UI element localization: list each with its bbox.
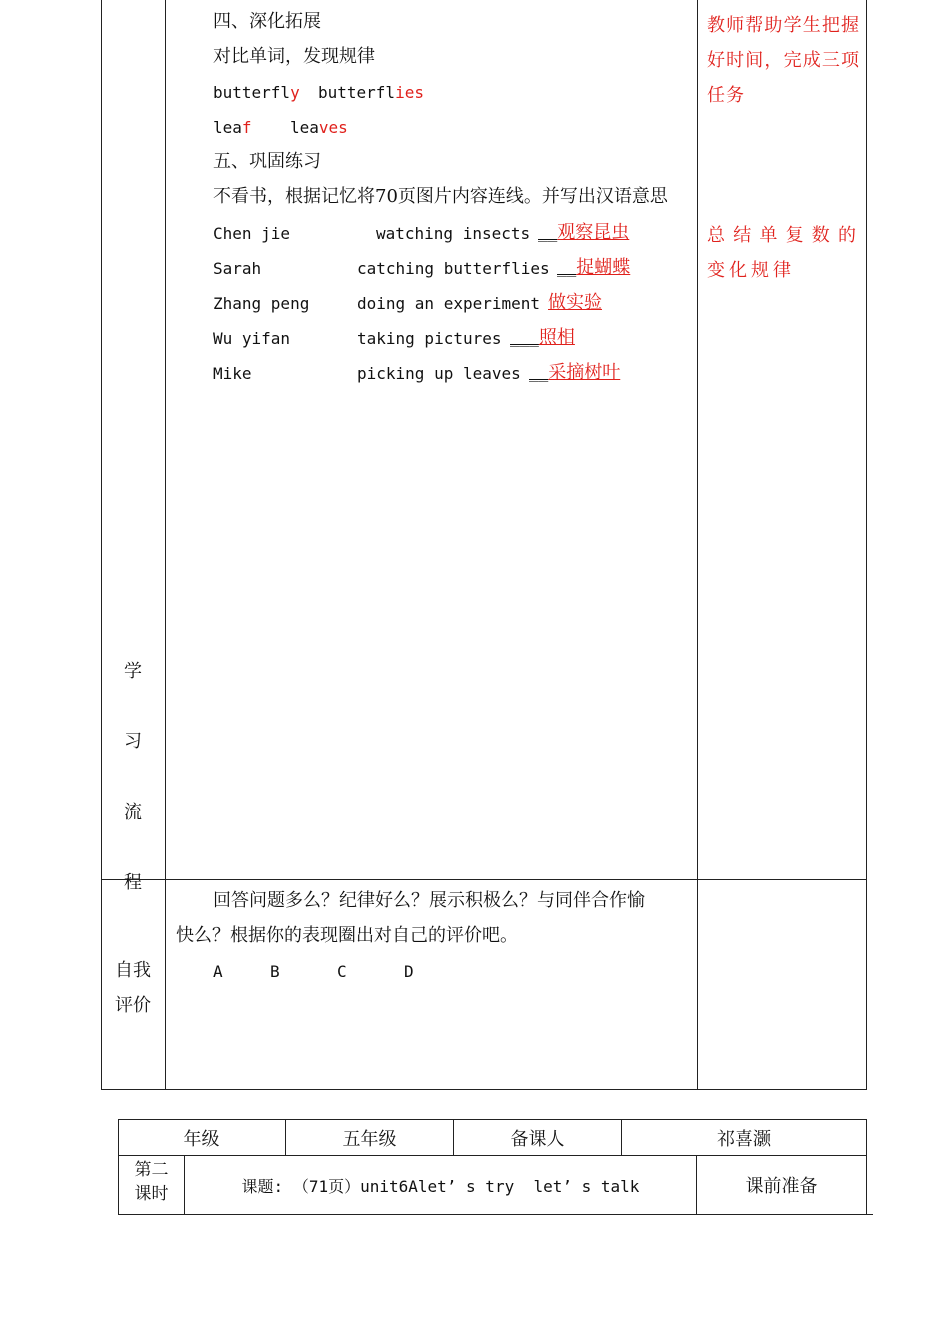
footer-preparer-value: 祁喜灏 xyxy=(717,1128,771,1150)
match-name-3: Zhang peng xyxy=(213,294,310,313)
word-pair-butterfly xyxy=(213,83,300,103)
match-answer-text-5: 采摘树叶 xyxy=(548,362,621,383)
section4-heading: 四、深化拓展 xyxy=(213,11,321,32)
word-butterflies-suffix: ies xyxy=(395,83,424,102)
footer-lesson-label-line1: 第二 xyxy=(134,1160,169,1180)
match-answer-2 xyxy=(557,258,630,278)
table-border-left xyxy=(101,0,102,1090)
process-label-1: 学 xyxy=(124,661,142,682)
word-leaves-base: lea xyxy=(290,118,319,137)
footer-border-right xyxy=(866,1119,867,1215)
footer-preparer-label: 备课人 xyxy=(510,1128,565,1150)
match-activity-2: catching butterflies xyxy=(357,259,550,278)
word-butterfly-base: butterfl xyxy=(213,83,291,102)
match-name-5: Mike xyxy=(213,364,252,383)
word-pair-butterflies xyxy=(318,83,424,103)
table-divider-right xyxy=(697,0,698,1090)
match-answer-text-3: 做实验 xyxy=(548,292,602,313)
self-eval-option-c[interactable]: C xyxy=(337,962,347,981)
table-divider-left xyxy=(165,0,166,1090)
process-label-3: 流 xyxy=(124,802,142,823)
match-activity-4: taking pictures xyxy=(357,329,502,348)
self-eval-label-2: 评价 xyxy=(115,995,151,1016)
match-activity-1: watching insects xyxy=(376,224,531,243)
word-pair-leaf xyxy=(213,118,252,138)
table-border-bottom xyxy=(101,1089,867,1090)
match-activity-5: picking up leaves xyxy=(357,364,521,383)
match-answer-1 xyxy=(538,223,629,243)
footer-grade-value: 五年级 xyxy=(342,1128,397,1150)
section5-instruction: 不看书，根据记忆将70页图片内容连线。并写出汉语意思 xyxy=(213,186,668,207)
footer-grade-label: 年级 xyxy=(183,1128,220,1150)
match-blank-5: __ xyxy=(529,363,549,382)
footer-border-bottom xyxy=(118,1214,873,1215)
table-border-right xyxy=(866,0,867,1090)
word-leaf-suffix: f xyxy=(241,118,252,137)
match-name-2: Sarah xyxy=(213,259,262,278)
self-eval-question-2: 快么？根据你的表现圈出对自己的评价吧。 xyxy=(176,925,518,946)
self-eval-label-1: 自我 xyxy=(115,960,151,981)
match-answer-4 xyxy=(510,328,575,348)
process-label-4: 程 xyxy=(124,872,142,893)
match-name-4: Wu yifan xyxy=(213,329,291,348)
word-leaves-suffix: ves xyxy=(318,118,348,137)
teacher-note-time: 教师帮助学生把握好时间，完成三项任务 xyxy=(707,15,860,106)
word-leaf-base: lea xyxy=(213,118,242,137)
match-answer-5 xyxy=(529,363,620,383)
table-row-divider xyxy=(101,879,867,880)
self-eval-option-a[interactable]: A xyxy=(213,962,223,981)
match-blank-2: __ xyxy=(557,258,577,277)
word-butterflies-base: butterfl xyxy=(318,83,396,102)
section5-heading: 五、巩固练习 xyxy=(213,151,321,172)
match-name-1: Chen jie xyxy=(213,224,291,243)
word-butterfly-suffix: y xyxy=(290,83,300,102)
footer-lesson-label xyxy=(119,1158,184,1206)
process-label-2: 习 xyxy=(124,731,142,752)
match-answer-text-4: 照相 xyxy=(538,327,575,348)
match-answer-3 xyxy=(538,293,602,313)
section4-instruction: 对比单词，发现规律 xyxy=(213,46,375,67)
footer-prep-label: 课前准备 xyxy=(745,1176,818,1197)
match-answer-text-2: 捉蝴蝶 xyxy=(576,257,631,278)
footer-topic-text: 课题: （71页）unit6Alet’ s try let’ s talk xyxy=(241,1176,640,1196)
match-blank-4: ___ xyxy=(510,328,539,347)
match-blank-1: __ xyxy=(538,223,558,242)
self-eval-question-1: 回答问题多么？纪律好么？展示积极么？与同伴合作愉 xyxy=(213,890,645,911)
footer-topic xyxy=(185,1156,696,1214)
self-eval-option-b[interactable]: B xyxy=(270,962,280,981)
match-answer-text-1: 观察昆虫 xyxy=(557,222,630,243)
word-pair-leaves xyxy=(290,118,348,138)
footer-lesson-label-line2: 课时 xyxy=(134,1184,169,1204)
match-activity-3: doing an experiment xyxy=(357,294,541,313)
teacher-note-rule: 总结单复数的变化规律 xyxy=(707,225,860,281)
self-eval-option-d[interactable]: D xyxy=(404,962,414,981)
